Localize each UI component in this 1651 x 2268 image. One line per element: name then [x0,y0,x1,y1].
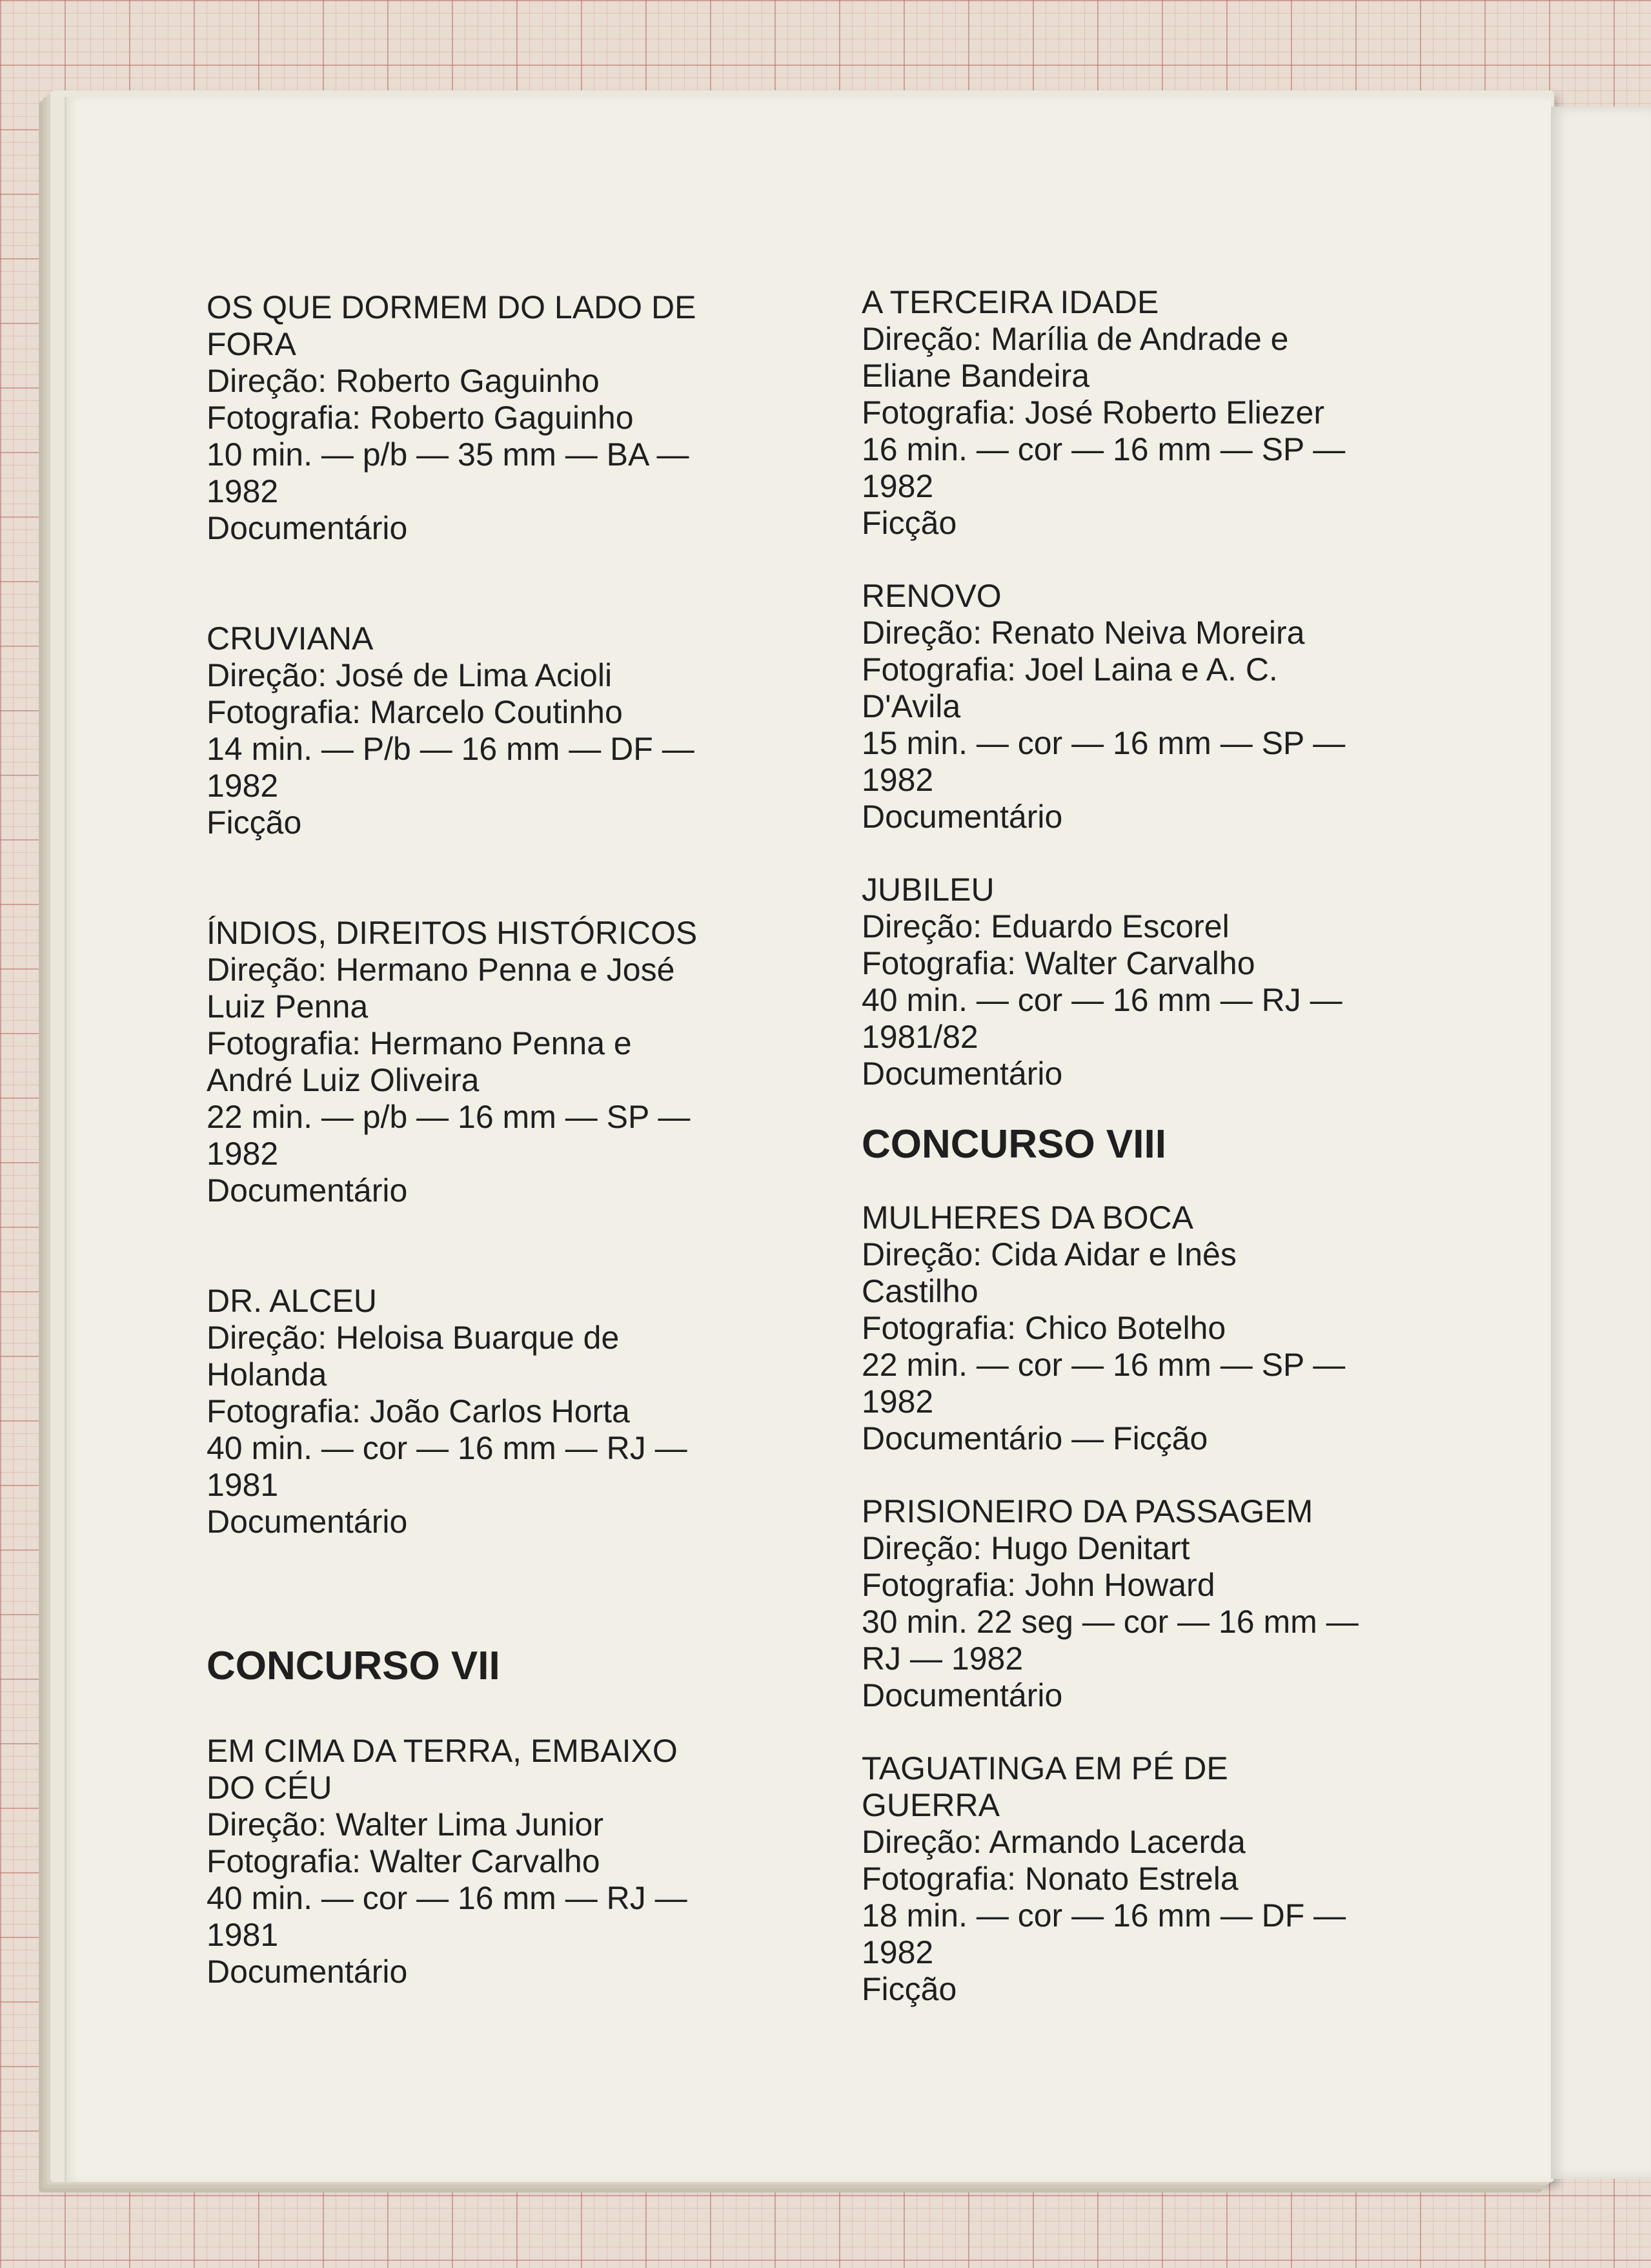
film-entry [207,1283,787,1540]
film-detail-line: Fotografia: Roberto Gaguinho [207,400,634,436]
section-heading: CONCURSO VII [207,1644,500,1688]
section-heading: CONCURSO VIII [862,1122,1166,1167]
film-entry [862,578,1443,835]
film-detail-line: Fotografia: Walter Carvalho [862,945,1255,981]
film-detail-line: 1982 [207,473,279,509]
film-entry [862,1750,1443,2008]
film-detail-line: 40 min. — cor — 16 mm — RJ — [862,982,1342,1018]
film-title-line: OS QUE DORMEM DO LADO DE [207,289,696,325]
film-detail-line: 22 min. — p/b — 16 mm — SP — [207,1099,691,1135]
film-detail-line: 1981/82 [862,1019,978,1055]
film-detail-line: Direção: Renato Neiva Moreira [862,615,1305,651]
film-detail-line: Documentário [207,510,408,546]
film-title-line: FORA [207,326,296,362]
film-detail-line: Documentário [862,799,1063,835]
film-title-line: CRUVIANA [207,620,374,657]
film-title-line: GUERRA [862,1787,1000,1823]
film-detail-line: Fotografia: Chico Botelho [862,1310,1226,1346]
film-detail-line: Ficção [862,505,957,541]
film-detail-line: 40 min. — cor — 16 mm — RJ — [207,1430,687,1466]
film-detail-line: Direção: Hermano Penna e José [207,952,675,988]
film-detail-line: André Luiz Oliveira [207,1062,480,1098]
film-detail-line: 10 min. — p/b — 35 mm — BA — [207,436,689,473]
film-detail-line: Fotografia: Walter Carvalho [207,1843,600,1879]
film-detail-line: 1981 [207,1467,279,1503]
film-detail-line: Fotografia: Nonato Estrela [862,1861,1239,1897]
film-detail-line: 30 min. 22 seg — cor — 16 mm — [862,1604,1359,1640]
film-detail-line: Direção: Eduardo Escorel [862,908,1230,945]
film-entry [207,915,787,1209]
film-detail-line: Castilho [862,1273,978,1309]
film-detail-line: Holanda [207,1356,327,1393]
film-detail-line: RJ — 1982 [862,1640,1024,1677]
film-detail-line: Ficção [207,804,302,841]
film-detail-line: 1982 [207,1136,279,1172]
film-title-line: PRISIONEIRO DA PASSAGEM [862,1493,1313,1529]
film-detail-line: Fotografia: Hermano Penna e [207,1025,632,1061]
film-detail-line: Direção: Hugo Denitart [862,1530,1190,1566]
film-detail-line: Fotografia: Marcelo Coutinho [207,694,623,730]
film-detail-line: Direção: Walter Lima Junior [207,1806,604,1843]
film-detail-line: Direção: Cida Aidar e Inês [862,1236,1237,1272]
film-detail-line: Fotografia: Joel Laina e A. C. [862,651,1278,688]
film-detail-line: 1982 [207,768,279,804]
film-detail-line: 1982 [862,1934,934,1970]
film-entry [207,620,787,841]
film-detail-line: 40 min. — cor — 16 mm — RJ — [207,1880,687,1916]
film-entry [207,289,787,547]
film-detail-line: Direção: José de Lima Acioli [207,657,613,693]
film-detail-line: Fotografia: João Carlos Horta [207,1393,630,1429]
film-detail-line: Documentário [207,1954,408,1990]
left-column [207,289,787,1990]
film-detail-line: 1982 [862,762,934,798]
film-entry [862,284,1443,542]
film-detail-line: D'Avila [862,688,961,724]
film-detail-line: Direção: Heloisa Buarque de [207,1320,620,1356]
film-detail-line: Eliane Bandeira [862,358,1090,394]
film-entry [862,1493,1443,1714]
film-entry [862,1200,1443,1457]
film-detail-line: Documentário [862,1677,1063,1713]
film-title-line: EM CIMA DA TERRA, EMBAIXO [207,1733,678,1769]
film-detail-line: Ficção [862,1971,957,2007]
film-detail-line: Fotografia: José Roberto Eliezer [862,394,1325,431]
film-detail-line: Fotografia: John Howard [862,1567,1215,1603]
film-title-line: A TERCEIRA IDADE [862,284,1159,320]
right-column [862,284,1443,2008]
film-detail-line: 1982 [862,1384,934,1420]
film-detail-line: 14 min. — P/b — 16 mm — DF — [207,731,694,767]
film-title-line: DR. ALCEU [207,1283,377,1319]
film-title-line: ÍNDIOS, DIREITOS HISTÓRICOS [207,915,698,951]
film-detail-line: Documentário [207,1504,408,1540]
film-title-line: MULHERES DA BOCA [862,1200,1194,1236]
film-detail-line: Documentário [862,1056,1063,1092]
film-entry [207,1733,787,1990]
film-title-line: RENOVO [862,578,1002,614]
film-detail-line: 15 min. — cor — 16 mm — SP — [862,725,1346,761]
film-detail-line: Documentário [207,1172,408,1209]
film-entry [862,872,1443,1092]
film-detail-line: Luiz Penna [207,988,369,1025]
film-title-line: JUBILEU [862,872,995,908]
film-detail-line: Documentário — Ficção [862,1420,1208,1456]
film-detail-line: 22 min. — cor — 16 mm — SP — [862,1347,1346,1383]
film-title-line: DO CÉU [207,1770,332,1806]
film-detail-line: 1981 [207,1917,279,1953]
facing-page-edge [1549,107,1651,2179]
film-detail-line: Direção: Roberto Gaguinho [207,363,600,399]
film-detail-line: 1982 [862,468,934,504]
film-detail-line: 18 min. — cor — 16 mm — DF — [862,1897,1346,1934]
film-detail-line: Direção: Armando Lacerda [862,1824,1246,1860]
film-detail-line: 16 min. — cor — 16 mm — SP — [862,431,1346,467]
film-detail-line: Direção: Marília de Andrade e [862,321,1289,357]
film-title-line: TAGUATINGA EM PÉ DE [862,1750,1228,1786]
